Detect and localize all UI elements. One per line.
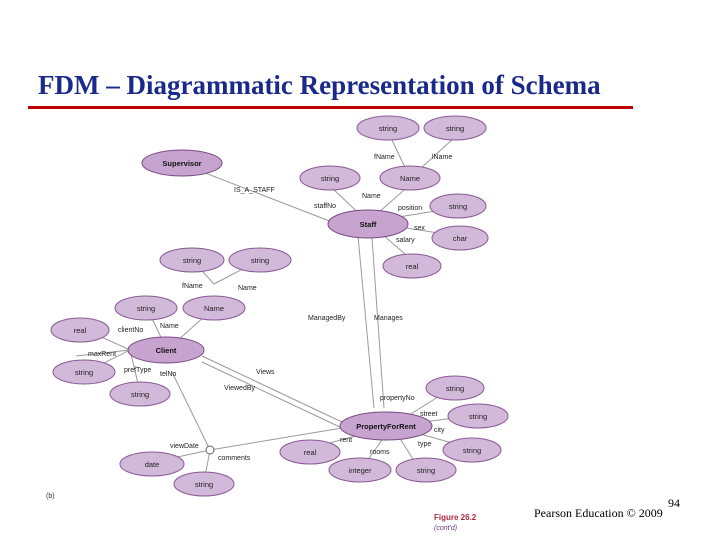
title-rule	[28, 106, 633, 109]
edge-label-manages: Manages	[374, 315, 403, 322]
string-node-label: string	[320, 174, 340, 183]
string-node-label: string	[468, 412, 488, 421]
edge-label-client-name-sub: Name	[238, 285, 257, 292]
staff-label: Staff	[359, 220, 377, 229]
edge-label-lname: lName	[432, 154, 453, 161]
edge-label-sex: sex	[414, 225, 425, 232]
edge-label-propertyno: propertyNo	[380, 395, 415, 402]
edge-label-fname: fName	[374, 154, 395, 161]
client-label: Client	[155, 346, 177, 355]
string-node-label: string	[462, 446, 482, 455]
string-node-label: string	[194, 480, 214, 489]
page-number: 94	[668, 496, 680, 510]
edge-label-managed-by: ManagedBy	[308, 315, 346, 322]
string-node-label: string	[250, 256, 270, 265]
figure-caption-sub: (cont'd)	[434, 525, 458, 532]
edge-label-position: position	[398, 205, 423, 212]
edge-label-rooms: rooms	[370, 449, 390, 456]
property-for-rent-label: PropertyForRent	[356, 422, 416, 431]
edge-label-preftype: prefType	[124, 367, 152, 374]
string-node-label: string	[74, 368, 94, 377]
string-node-label: string	[416, 466, 436, 475]
slide-title: FDM – Diagrammatic Representation of Schema	[38, 70, 601, 100]
string-node-label: string	[182, 256, 202, 265]
real-label: real	[405, 262, 419, 271]
real-label: real	[303, 448, 317, 457]
edge-label-comments: comments	[218, 455, 251, 462]
schema-diagram	[42, 110, 516, 534]
viewing-junction	[206, 446, 214, 454]
string-node-label: string	[445, 124, 465, 133]
string-node-label: string	[445, 384, 465, 393]
edge-label-city: city	[434, 427, 445, 434]
edge-label-maxrent: maxRent	[88, 351, 117, 358]
figure-part-label: (b)	[46, 493, 55, 500]
edge-label-views: Views	[256, 369, 275, 376]
edge-label-telno: telNo	[160, 371, 177, 378]
edge-label-viewed-by: ViewedBy	[224, 385, 256, 392]
edge-label-name: Name	[362, 193, 381, 200]
edge-label-clientno: clientNo	[118, 327, 144, 334]
string-node-label: string	[378, 124, 398, 133]
string-node-label: string	[136, 304, 156, 313]
edge-label-client-fname: fName	[182, 283, 203, 290]
edge-label-rent: rent	[340, 437, 353, 444]
date-label: date	[144, 460, 160, 469]
figure-caption: Figure 26.2	[434, 513, 477, 522]
edge-label-type: type	[418, 441, 432, 448]
edge-label-staffno: staffNo	[314, 203, 337, 210]
real-label: real	[73, 326, 87, 335]
string-node-label: string	[448, 202, 468, 211]
integer-label: integer	[348, 466, 372, 475]
client-name-label: Name	[203, 304, 225, 313]
edge-label-client-name: Name	[160, 323, 179, 330]
edge-label-is-a-staff: IS_A_STAFF	[234, 187, 275, 194]
footer-copyright: Pearson Education © 2009	[534, 506, 663, 520]
string-node-label: string	[130, 390, 150, 399]
edge-label-salary: salary	[396, 237, 415, 244]
edge-label-street: street	[420, 411, 438, 418]
char-label: char	[452, 234, 468, 243]
edge-label-viewdate: viewDate	[170, 443, 199, 450]
supervisor-label: Supervisor	[162, 159, 202, 168]
staff-name-label: Name	[399, 174, 421, 183]
